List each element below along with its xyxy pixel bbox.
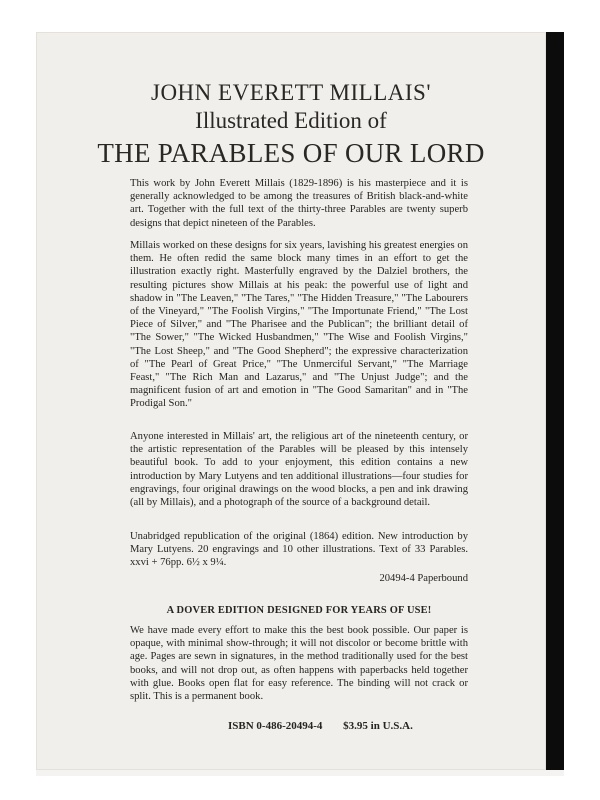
- book-back-cover: [36, 32, 546, 770]
- description-paragraph-3: [130, 430, 468, 509]
- catalog-code: 20494-4 Paperbound: [379, 573, 468, 584]
- paragraph-text: Millais worked on these designs for six years, lavishing his greatest energies on them. He often redid the same block many times in an effort to get the illustration exactly right. Masterfully engraved by the Dalziel brothers, the resulting pictures show Millais at his peak: the powerful use of light and shadow in "The Leaven," "The Tares," "The Hidden Treasure," "The Labourers of the Vineyard," "The Foolish Virgins," "The Importunate Friend," "The Lost Piece of Silver," and "The Pharisee and the Publican"; the brilliant detail of "The Sower," "The Wicked Husbandmen," "The Wise and Foolish Virgins," "The Lost Sheep," and "The Good Shepherd"; the expressive characterization of "The Pearl of Great Price," "The Unmerciful Servant," "The Marriage Feast," "The Rich Man and Lazarus," and "The Unjust Judge"; and the magnificent fusion of art and emotion in "The Good Samaritan" and in "The Prodigal Son.": [130, 240, 468, 410]
- guarantee-paragraph: [130, 624, 468, 703]
- description-paragraph-1: [130, 177, 468, 230]
- isbn-number: ISBN 0-486-20494-4: [228, 720, 323, 732]
- paragraph-text: Unabridged republication of the original (1864) edition. New introduction by Mary Lutyens. 20 engravings and 10 other illustrations. Text of 33 Parables. xxvi + 76pp. 6½ x 9¼.: [130, 531, 468, 569]
- title-edition: Illustrated Edition of: [195, 108, 387, 133]
- description-paragraph-2: [130, 239, 468, 411]
- paragraph-text: This work by John Everett Millais (1829-1896) is his masterpiece and it is generally acknowledged to be among the treasures of British black-and-white art. Together with the full text of the thirty-three Parables are twenty superb designs that depict nineteen of the Parables.: [130, 178, 468, 229]
- isbn-price-line: [228, 720, 468, 732]
- title-block: [36, 80, 546, 168]
- paragraph-text: We have made every effort to make this the best book possible. Our paper is opaque, with minimal show-through; it will not discolor or become brittle with age. Pages are sewn in signatures, in the method traditionally used for the best books, and will not drop out, as often happens with paperbacks held together with glue. Books open flat for easy reference. The binding will not crack or split. This is a permanent book.: [130, 625, 468, 703]
- background-surface: [36, 770, 564, 776]
- paragraph-text: Anyone interested in Millais' art, the religious art of the nineteenth century, or the artistic representation of the Parables will be pleased by this intensely beautiful book. To add to your enjoyment, this edition contains a new introduction by Mary Lutyens and ten additional illustrations—four studies for engravings, four original drawings on the wood blocks, a pen and ink drawing (all by Millais), and a photograph of the source of a background detail.: [130, 431, 468, 509]
- title-main: THE PARABLES OF OUR LORD: [97, 138, 485, 168]
- title-author: JOHN EVERETT MILLAIS': [151, 80, 431, 105]
- book-spine-edge: [546, 32, 564, 770]
- bibliographic-note: [130, 530, 468, 584]
- guarantee-heading: A DOVER EDITION DESIGNED FOR YEARS OF USE!: [166, 605, 432, 616]
- price-label: $3.95 in U.S.A.: [343, 720, 413, 732]
